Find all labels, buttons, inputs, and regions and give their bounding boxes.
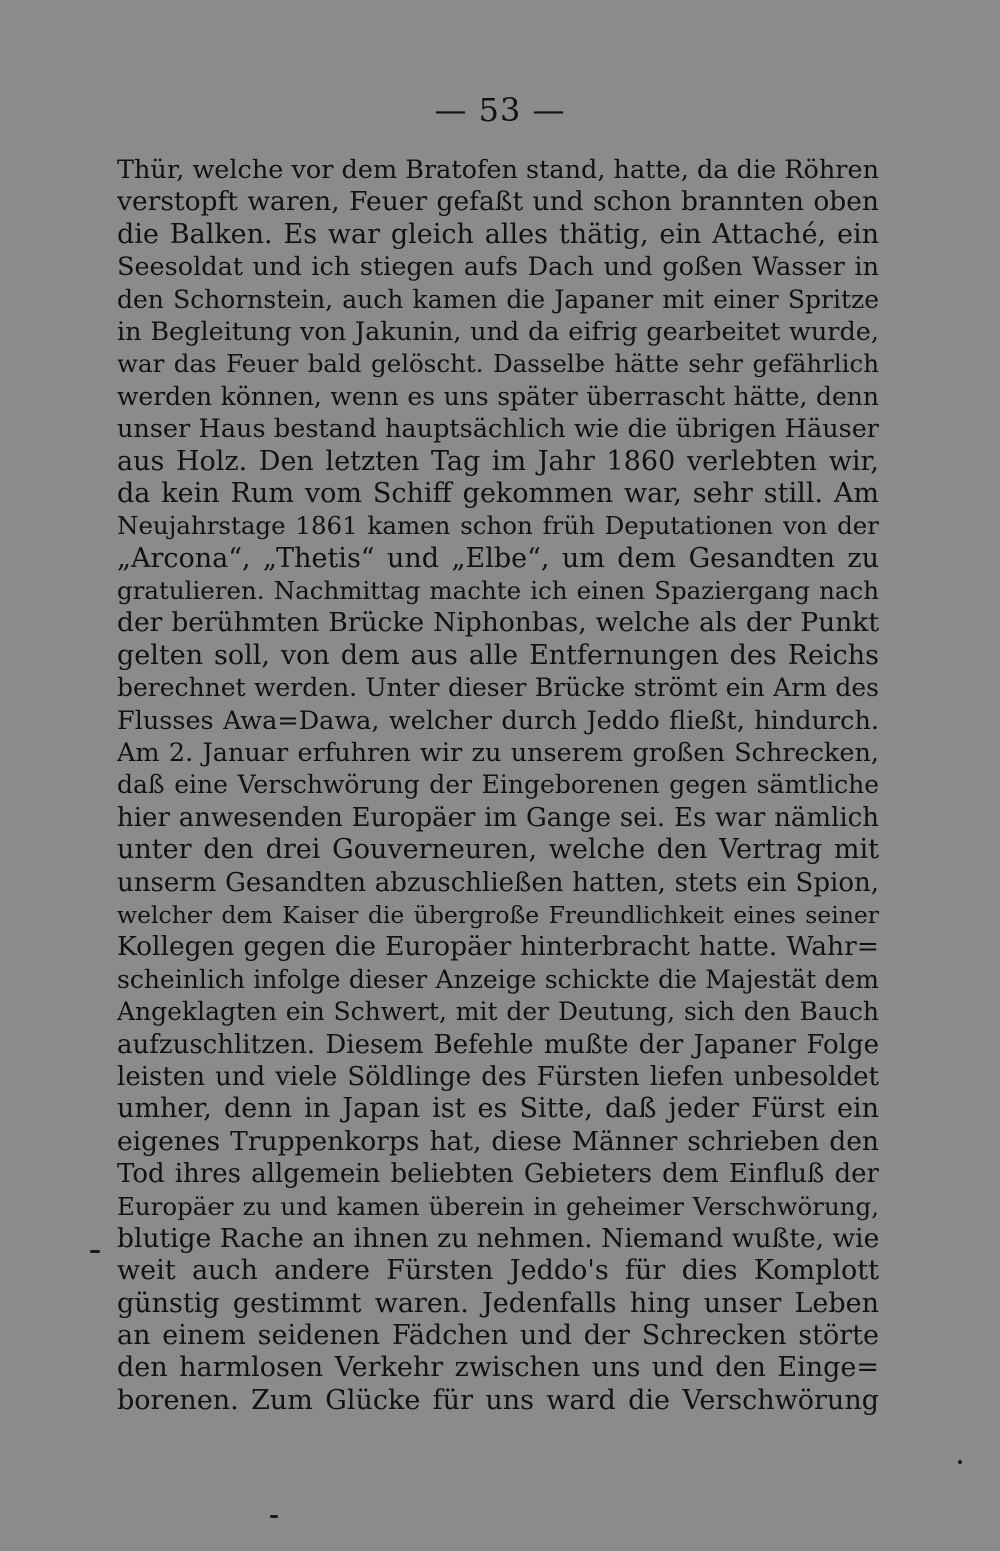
text-line: berechnet werden. Unter dieser Brücke strömt ein Arm des	[117, 673, 879, 703]
text-line: an einem seidenen Fädchen und der Schrecken störte	[117, 1320, 879, 1352]
text-line: Tod ihres allgemein beliebten Gebieters dem Einfluß der	[117, 1159, 879, 1190]
text-line: unser Haus bestand hauptsächlich wie die übrigen Häuser	[117, 414, 879, 445]
text-line: den harmlosen Verkehr zwischen uns und den Einge=	[117, 1352, 879, 1384]
text-line: Seesoldat und ich stiegen aufs Dach und goßen Wasser in	[117, 252, 879, 283]
text-line: Flusses Awa=Dawa, welcher durch Jeddo fließt, hindurch.	[117, 705, 879, 736]
text-line: in Begleitung von Jakunin, und da eifrig gearbeitet wurde,	[117, 316, 879, 347]
text-line: gelten soll, von dem aus alle Entfernungen des Reichs	[117, 639, 879, 671]
text-line: günstig gestimmt waren. Jedenfalls hing unser Leben	[117, 1287, 879, 1319]
text-line: eigenes Truppenkorps hat, diese Männer schrieben den	[117, 1125, 879, 1157]
scan-speck	[90, 1250, 100, 1253]
text-line: blutige Rache an ihnen zu nehmen. Niemand wußte, wie	[117, 1222, 879, 1254]
text-line: aus Holz. Den letzten Tag im Jahr 1860 verlebten wir,	[117, 445, 879, 477]
page-number: — 53 —	[434, 91, 566, 129]
scan-speck	[270, 1515, 278, 1518]
text-line: leisten und viele Söldlinge des Fürsten liefen unbesoldet	[117, 1061, 879, 1092]
scan-speck	[958, 1460, 962, 1464]
text-line: scheinlich infolge dieser Anzeige schickte die Majestät dem	[117, 964, 879, 994]
text-line: unter den drei Gouverneuren, welche den Vertrag mit	[117, 834, 879, 866]
text-line: Angeklagten ein Schwert, mit der Deutung, sich den Bauch	[117, 997, 879, 1027]
text-line: gratulieren. Nachmittag machte ich einen Spaziergang nach	[117, 576, 879, 606]
text-line: war das Feuer bald gelöscht. Dasselbe hätte sehr gefährlich	[117, 349, 879, 379]
text-line: da kein Rum vom Schiff gekommen war, sehr still. Am	[117, 477, 879, 509]
text-line: verstopft waren, Feuer gefaßt und schon brannten oben	[117, 186, 879, 218]
text-line: Europäer zu und kamen überein in geheimer Verschwörung,	[117, 1191, 879, 1221]
text-line: die Balken. Es war gleich alles thätig, ein Attaché, ein	[117, 218, 879, 250]
text-line: borenen. Zum Glücke für uns ward die Verschwörung	[117, 1384, 879, 1416]
text-line: umher, denn in Japan ist es Sitte, daß jeder Fürst ein	[117, 1093, 879, 1125]
text-line: weit auch andere Fürsten Jeddo's für dies Komplott	[117, 1255, 879, 1287]
text-line: Neujahrstage 1861 kamen schon früh Deputationen von der	[117, 511, 879, 541]
body-text	[117, 154, 879, 1417]
text-line: hier anwesenden Europäer im Gange sei. Es war nämlich	[117, 802, 879, 833]
text-line: Am 2. Januar erfuhren wir zu unserem großen Schrecken,	[117, 738, 879, 769]
text-line: den Schornstein, auch kamen die Japaner mit einer Spritze	[117, 284, 879, 314]
text-line: „Arcona“, „Thetis“ und „Elbe“, um dem Gesandten zu	[117, 542, 879, 574]
text-line: Kollegen gegen die Europäer hinterbracht hatte. Wahr=	[117, 931, 879, 963]
text-line: unserm Gesandten abzuschließen hatten, stets ein Spion,	[117, 867, 879, 898]
text-line: werden können, wenn es uns später überrascht hätte, denn	[117, 381, 879, 411]
text-line: der berühmten Brücke Niphonbas, welche als der Punkt	[117, 607, 879, 639]
text-line: aufzuschlitzen. Diesem Befehle mußte der Japaner Folge	[117, 1029, 879, 1060]
text-line: daß eine Verschwörung der Eingeborenen gegen sämtliche	[117, 770, 879, 800]
text-line: Thür, welche vor dem Bratofen stand, hatte, da die Röhren	[117, 155, 879, 185]
text-line: welcher dem Kaiser die übergroße Freundlichkeit eines seiner	[117, 900, 879, 929]
